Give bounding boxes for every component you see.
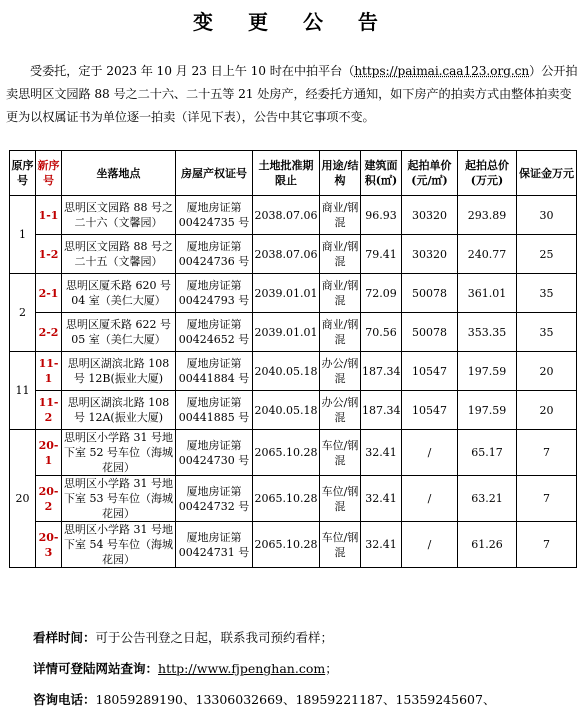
cell-unit-price: 30320 <box>402 235 458 274</box>
cell-location: 思明区厦禾路 620 号 04 室（美仁大厦） <box>62 274 176 313</box>
cell-orig-no: 11 <box>10 352 36 430</box>
cell-new-no: 11-1 <box>36 352 62 391</box>
cell-deposit: 35 <box>517 274 577 313</box>
header-orig-no: 原序号 <box>10 151 36 196</box>
cell-land-term: 2040.05.18 <box>253 352 320 391</box>
cell-orig-no: 1 <box>10 196 36 274</box>
cell-location: 思明区小学路 31 号地下室 54 号车位（海城花园） <box>62 522 176 568</box>
header-location: 坐落地点 <box>62 151 176 196</box>
cell-land-term: 2038.07.06 <box>253 196 320 235</box>
table-row <box>10 430 577 476</box>
cell-total-price: 293.89 <box>458 196 517 235</box>
header-land-term: 土地批准期限止 <box>253 151 320 196</box>
table-row <box>10 274 577 313</box>
header-cert: 房屋产权证号 <box>176 151 253 196</box>
cell-area: 32.41 <box>361 522 402 568</box>
cell-land-term: 2038.07.06 <box>253 235 320 274</box>
cell-unit-price: 30320 <box>402 196 458 235</box>
cell-land-term: 2039.01.01 <box>253 274 320 313</box>
cell-location: 思明区湖滨北路 108 号 12B(振业大厦) <box>62 352 176 391</box>
table-row <box>10 352 577 391</box>
cell-deposit: 35 <box>517 313 577 352</box>
viewing-text: 可于公告刊登之日起，联系我司预约看样； <box>95 630 334 645</box>
cell-deposit: 25 <box>517 235 577 274</box>
website-link[interactable]: http://www.fjpenghan.com <box>158 661 326 676</box>
cell-deposit: 7 <box>517 430 577 476</box>
cell-area: 32.41 <box>361 476 402 522</box>
cell-cert: 厦地房证第 00441884 号 <box>176 352 253 391</box>
cell-new-no: 1-2 <box>36 235 62 274</box>
cell-new-no: 1-1 <box>36 196 62 235</box>
cell-unit-price: / <box>402 476 458 522</box>
website-suffix: ； <box>325 661 338 676</box>
cell-total-price: 240.77 <box>458 235 517 274</box>
cell-cert: 厦地房证第 00424793 号 <box>176 274 253 313</box>
intro-text-before: 受委托，定于 2023 年 10 月 23 日上午 10 时在中拍平台（ <box>30 64 355 78</box>
cell-deposit: 20 <box>517 352 577 391</box>
cell-unit-price: 10547 <box>402 352 458 391</box>
table-header-row <box>10 151 577 196</box>
cell-location: 思明区小学路 31 号地下室 53 号车位（海城花园） <box>62 476 176 522</box>
cell-land-term: 2065.10.28 <box>253 476 320 522</box>
cell-area: 32.41 <box>361 430 402 476</box>
phone-line <box>33 690 495 708</box>
phone-text: 18059289190、13306032669、18959221187、15359245607、 <box>95 692 496 707</box>
viewing-label: 看样时间： <box>33 630 96 645</box>
cell-area: 72.09 <box>361 274 402 313</box>
table-row <box>10 522 577 568</box>
cell-cert: 厦地房证第 00424652 号 <box>176 313 253 352</box>
cell-use: 车位/钢混 <box>320 522 361 568</box>
cell-location: 思明区小学路 31 号地下室 52 号车位（海城花园） <box>62 430 176 476</box>
cell-area: 187.34 <box>361 391 402 430</box>
cell-total-price: 197.59 <box>458 391 517 430</box>
website-line <box>33 659 338 677</box>
cell-new-no: 2-2 <box>36 313 62 352</box>
cell-land-term: 2040.05.18 <box>253 391 320 430</box>
cell-unit-price: 10547 <box>402 391 458 430</box>
cell-new-no: 11-2 <box>36 391 62 430</box>
cell-use: 车位/钢混 <box>320 476 361 522</box>
cell-area: 79.41 <box>361 235 402 274</box>
cell-land-term: 2065.10.28 <box>253 430 320 476</box>
phone-label: 咨询电话： <box>33 692 96 707</box>
cell-unit-price: 50078 <box>402 274 458 313</box>
cell-cert: 厦地房证第 00424735 号 <box>176 196 253 235</box>
cell-area: 187.34 <box>361 352 402 391</box>
cell-location: 思明区湖滨北路 108 号 12A(振业大厦) <box>62 391 176 430</box>
cell-new-no: 20-1 <box>36 430 62 476</box>
cell-new-no: 20-2 <box>36 476 62 522</box>
cell-area: 70.56 <box>361 313 402 352</box>
cell-cert: 厦地房证第 00424732 号 <box>176 476 253 522</box>
notice-title: 变 更 公 告 <box>193 10 392 34</box>
cell-new-no: 2-1 <box>36 274 62 313</box>
cell-area: 96.93 <box>361 196 402 235</box>
table-row <box>10 313 577 352</box>
header-total-price: 起拍总价(万元) <box>458 151 517 196</box>
cell-use: 商业/钢混 <box>320 196 361 235</box>
website-label: 详情可登陆网站查询： <box>33 661 159 676</box>
cell-deposit: 7 <box>517 522 577 568</box>
cell-total-price: 61.26 <box>458 522 517 568</box>
table-body <box>10 196 577 568</box>
cell-orig-no: 2 <box>10 274 36 352</box>
cell-use: 车位/钢混 <box>320 430 361 476</box>
viewing-time-line <box>33 628 333 646</box>
cell-cert: 厦地房证第 00424731 号 <box>176 522 253 568</box>
cell-orig-no: 20 <box>10 430 36 568</box>
cell-use: 商业/钢混 <box>320 235 361 274</box>
header-deposit: 保证金万元 <box>517 151 577 196</box>
header-new-no: 新序号 <box>36 151 62 196</box>
cell-total-price: 65.17 <box>458 430 517 476</box>
intro-text-after: ）公开拍卖思明区文园路 88 号之二十六、二十五等 21 处房产，经委托方通知，如下房产的拍卖方式由整体拍卖变更为以权属证书为单位逐一拍卖（详见下表），公告中其它事项不变。 <box>6 64 578 124</box>
cell-land-term: 2065.10.28 <box>253 522 320 568</box>
cell-use: 办公/钢混 <box>320 352 361 391</box>
table-row <box>10 235 577 274</box>
header-use: 用途/结构 <box>320 151 361 196</box>
cell-deposit: 7 <box>517 476 577 522</box>
table-row <box>10 391 577 430</box>
auction-platform-link[interactable]: https://paimai.caa123.org.cn <box>354 64 530 78</box>
cell-use: 商业/钢混 <box>320 274 361 313</box>
table-row <box>10 196 577 235</box>
intro-paragraph <box>6 60 578 129</box>
cell-location: 思明区文园路 88 号之二十六（文馨园） <box>62 196 176 235</box>
cell-use: 办公/钢混 <box>320 391 361 430</box>
header-area: 建筑面积(㎡) <box>361 151 402 196</box>
cell-location: 思明区文园路 88 号之二十五（文馨园） <box>62 235 176 274</box>
cell-deposit: 20 <box>517 391 577 430</box>
cell-use: 商业/钢混 <box>320 313 361 352</box>
cell-total-price: 361.01 <box>458 274 517 313</box>
cell-unit-price: 50078 <box>402 313 458 352</box>
table-row <box>10 476 577 522</box>
header-unit-price: 起拍单价(元/㎡) <box>402 151 458 196</box>
cell-total-price: 197.59 <box>458 352 517 391</box>
cell-cert: 厦地房证第 00424730 号 <box>176 430 253 476</box>
cell-unit-price: / <box>402 430 458 476</box>
cell-deposit: 30 <box>517 196 577 235</box>
property-table <box>9 150 577 568</box>
cell-land-term: 2039.01.01 <box>253 313 320 352</box>
cell-total-price: 63.21 <box>458 476 517 522</box>
cell-location: 思明区厦禾路 622 号 05 室（美仁大厦） <box>62 313 176 352</box>
cell-total-price: 353.35 <box>458 313 517 352</box>
cell-new-no: 20-3 <box>36 522 62 568</box>
cell-unit-price: / <box>402 522 458 568</box>
cell-cert: 厦地房证第 00424736 号 <box>176 235 253 274</box>
cell-cert: 厦地房证第 00441885 号 <box>176 391 253 430</box>
